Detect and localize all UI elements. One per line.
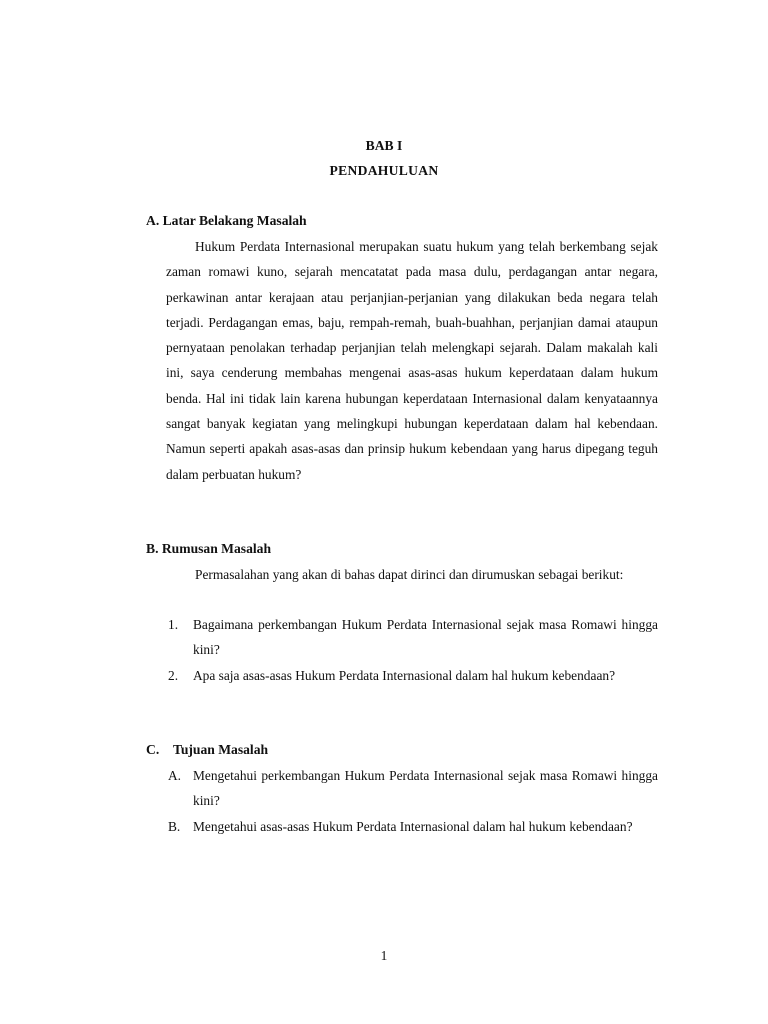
- list-item: [166, 663, 658, 688]
- section-heading-text: Tujuan Masalah: [173, 742, 269, 757]
- list-item-text: Mengetahui perkembangan Hukum Perdata Internasional sejak masa Romawi hingga kini?: [193, 768, 658, 809]
- section-heading-rumusan-masalah: B. Rumusan Masalah: [146, 541, 272, 556]
- section-heading-tujuan-masalah: [146, 742, 268, 758]
- list-marker: 1.: [168, 617, 179, 632]
- list-marker: B.: [168, 818, 181, 834]
- list-marker: 2.: [168, 667, 179, 683]
- list-item-text: Mengetahui asas-asas Hukum Perdata Internasional dalam hal hukum kebendaan?: [193, 818, 633, 834]
- list-item: [166, 814, 658, 839]
- section-heading-label: C.: [146, 742, 160, 757]
- background-paragraph-text: Hukum Perdata Internasional merupakan suatu hukum yang telah berkembang sejak zaman romawi kuno, sejarah mencatatat pada masa dulu, perdagangan antar negara, perkawinan antar kerajaan atau perjanjian-perjanian yang dilakukan beda negara telah terjadi. Perdagangan emas, baju, rempah-remah, buah-buahhan, perjanjian damai ataupun pernyataan penolakan terhadap perjanjian telah melengkapi sejarah. Dalam makalah kali ini, saya cenderung membahas mengenai asas-asas hukum keperdataan dalam hukum benda. Hal ini tidak lain karena hubungan keperdataan Internasional dalam kenyataannya sangat banyak kegiatan yang melingkupi hubungan keperdataan dalam hal kebendaan. Namun seperti apakah asas-asas dan prinsip hukum kebendaan yang harus dipegang teguh dalam perbuatan hukum?: [166, 239, 658, 482]
- problem-intro-text: Permasalahan yang akan di bahas dapat dirinci dan dirumuskan sebagai berikut:: [195, 567, 624, 582]
- section-heading-latar-belakang: A. Latar Belakang Masalah: [146, 213, 307, 228]
- chapter-number: BAB I: [365, 138, 403, 153]
- problem-list: [166, 612, 658, 688]
- background-paragraph: [166, 234, 658, 487]
- list-item: [166, 763, 658, 814]
- list-marker: A.: [168, 768, 182, 783]
- chapter-title: PENDAHULUAN: [329, 163, 439, 178]
- problem-intro-paragraph: [166, 562, 658, 587]
- list-item: [166, 612, 658, 663]
- objective-list: [166, 763, 658, 839]
- list-item-text: Apa saja asas-asas Hukum Perdata Internasional dalam hal hukum kebendaan?: [193, 667, 616, 683]
- page-number: 1: [380, 948, 388, 963]
- list-item-text: Bagaimana perkembangan Hukum Perdata Internasional sejak masa Romawi hingga kini?: [193, 617, 658, 658]
